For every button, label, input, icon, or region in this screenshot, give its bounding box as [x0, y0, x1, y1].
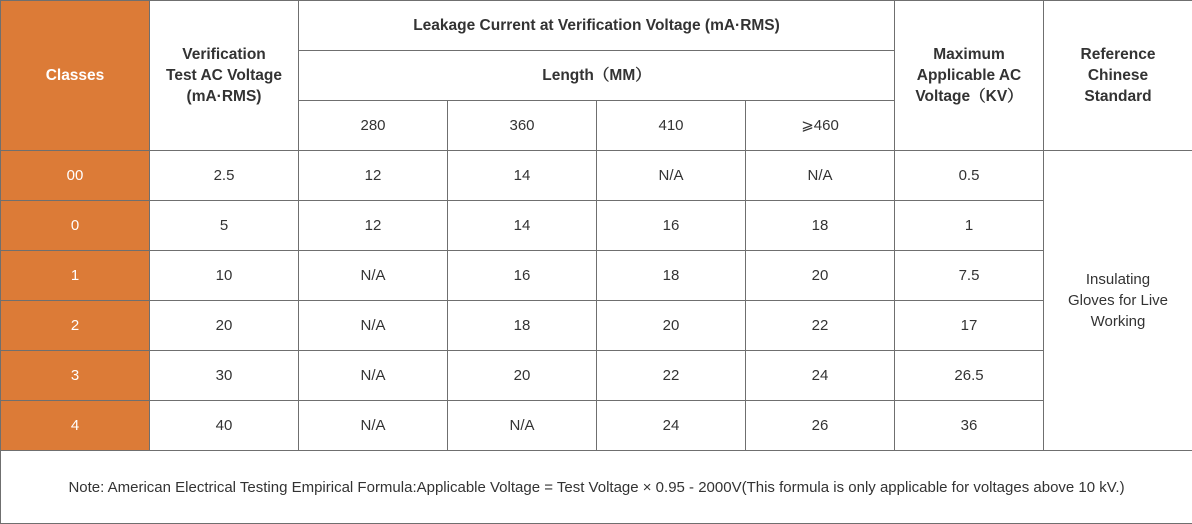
leakage-280-cell: N/A	[299, 251, 448, 301]
table-row	[1, 401, 1192, 451]
header-row-1	[1, 1, 1192, 51]
class-cell: 0	[1, 201, 150, 251]
table-row	[1, 151, 1192, 201]
header-length-280: 280	[299, 101, 448, 151]
header-length-410: 410	[597, 101, 746, 151]
leakage-360-cell: N/A	[448, 401, 597, 451]
leakage-460-cell: 18	[746, 201, 895, 251]
leakage-280-cell: 12	[299, 201, 448, 251]
class-cell: 3	[1, 351, 150, 401]
max-voltage-cell: 7.5	[895, 251, 1044, 301]
table-row	[1, 301, 1192, 351]
table-row	[1, 351, 1192, 401]
leakage-360-cell: 20	[448, 351, 597, 401]
leakage-460-cell: 22	[746, 301, 895, 351]
class-cell: 2	[1, 301, 150, 351]
leakage-410-cell: 22	[597, 351, 746, 401]
header-length: Length（MM）	[299, 51, 895, 101]
formula-note: Note: American Electrical Testing Empirical Formula:Applicable Voltage = Test Voltage × 0.95 - 2000V(This formula is only applicable for voltages above 10 kV.)	[1, 451, 1192, 524]
class-cell: 4	[1, 401, 150, 451]
leakage-460-cell: N/A	[746, 151, 895, 201]
leakage-460-cell: 20	[746, 251, 895, 301]
max-voltage-cell: 26.5	[895, 351, 1044, 401]
reference-standard-cell: Insulating Gloves for Live Working	[1044, 151, 1192, 451]
table-row	[1, 201, 1192, 251]
leakage-360-cell: 16	[448, 251, 597, 301]
header-leakage-current: Leakage Current at Verification Voltage (mA·RMS)	[299, 1, 895, 51]
test-voltage-cell: 10	[150, 251, 299, 301]
header-length-360: 360	[448, 101, 597, 151]
header-length-460: ⩾460	[746, 101, 895, 151]
leakage-460-cell: 26	[746, 401, 895, 451]
max-voltage-cell: 17	[895, 301, 1044, 351]
header-max-voltage: Maximum Applicable AC Voltage（KV）	[895, 1, 1044, 151]
max-voltage-cell: 0.5	[895, 151, 1044, 201]
max-voltage-cell: 36	[895, 401, 1044, 451]
test-voltage-cell: 40	[150, 401, 299, 451]
test-voltage-cell: 30	[150, 351, 299, 401]
test-voltage-cell: 2.5	[150, 151, 299, 201]
leakage-360-cell: 18	[448, 301, 597, 351]
leakage-280-cell: 12	[299, 151, 448, 201]
table-row	[1, 251, 1192, 301]
leakage-410-cell: 24	[597, 401, 746, 451]
leakage-410-cell: 18	[597, 251, 746, 301]
class-cell: 1	[1, 251, 150, 301]
leakage-460-cell: 24	[746, 351, 895, 401]
leakage-360-cell: 14	[448, 201, 597, 251]
leakage-410-cell: N/A	[597, 151, 746, 201]
test-voltage-cell: 5	[150, 201, 299, 251]
leakage-360-cell: 14	[448, 151, 597, 201]
leakage-410-cell: 16	[597, 201, 746, 251]
header-verification-test-voltage: Verification Test AC Voltage (mA·RMS)	[150, 1, 299, 151]
max-voltage-cell: 1	[895, 201, 1044, 251]
class-cell: 00	[1, 151, 150, 201]
leakage-280-cell: N/A	[299, 301, 448, 351]
leakage-410-cell: 20	[597, 301, 746, 351]
leakage-280-cell: N/A	[299, 401, 448, 451]
test-voltage-cell: 20	[150, 301, 299, 351]
header-classes: Classes	[1, 1, 150, 151]
note-row	[1, 451, 1192, 524]
leakage-280-cell: N/A	[299, 351, 448, 401]
header-reference-standard: Reference Chinese Standard	[1044, 1, 1192, 151]
